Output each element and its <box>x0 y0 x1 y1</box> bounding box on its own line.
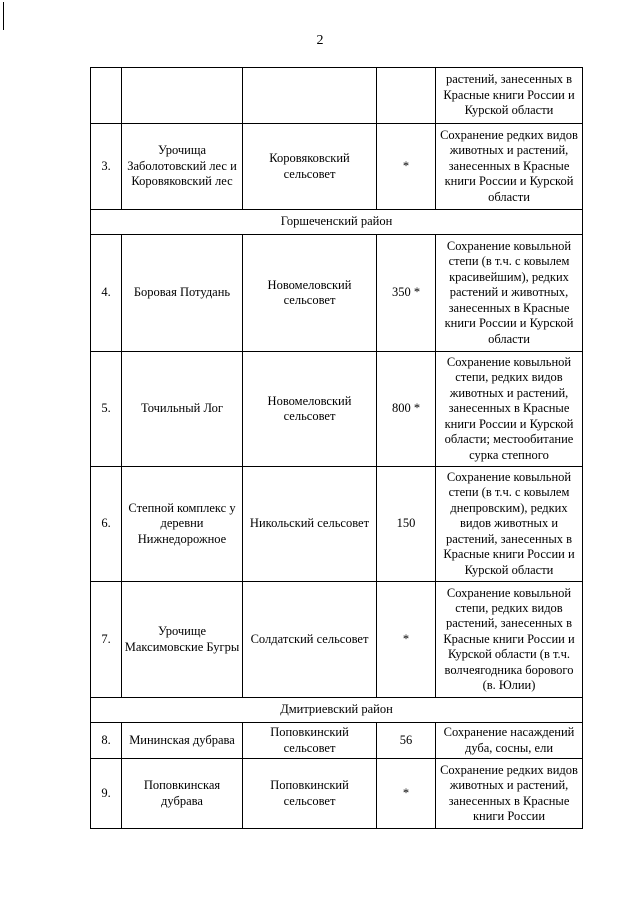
area-value: 150 <box>377 467 436 582</box>
district-row <box>91 210 583 235</box>
table-row <box>91 723 583 759</box>
site-name: Степной комплекс у деревни Нижнедорожное <box>122 467 243 582</box>
page-number: 2 <box>316 33 324 48</box>
row-number: 4. <box>91 235 122 352</box>
district-row <box>91 698 583 723</box>
row-number: 5. <box>91 352 122 467</box>
margin-mark <box>3 2 4 30</box>
council-name: Поповкинский сельсовет <box>243 759 377 829</box>
table-body <box>91 68 583 829</box>
table-row <box>91 68 583 124</box>
protection-purpose: Сохранение ковыльной степи, редких видов растений, занесенных в Красные книги России и Курской области (в т.ч. волчеягодника борового (в. Юлии) <box>436 582 583 698</box>
row-number: 8. <box>91 723 122 759</box>
table-row <box>91 124 583 210</box>
protection-purpose: растений, занесенных в Красные книги России и Курской области <box>436 68 583 124</box>
area-value: 800 * <box>377 352 436 467</box>
council-name: Никольский сельсовет <box>243 467 377 582</box>
protected-areas-table <box>90 67 583 829</box>
row-number <box>91 68 122 124</box>
table-row <box>91 759 583 829</box>
council-name: Поповкинский сельсовет <box>243 723 377 759</box>
area-value: 56 <box>377 723 436 759</box>
area-value: * <box>377 124 436 210</box>
protection-purpose: Сохранение редких видов животных и растений, занесенных в Красные книги России и Курской области <box>436 124 583 210</box>
protection-purpose: Сохранение ковыльной степи (в т.ч. с ковылем красивейшим), редких растений и животных, занесенных в Красные книги России и Курской области <box>436 235 583 352</box>
row-number: 3. <box>91 124 122 210</box>
protection-purpose: Сохранение ковыльной степи (в т.ч. с ковылем днепровским), редких видов животных и растений, занесенных в Красные книги России и Курской области <box>436 467 583 582</box>
council-name <box>243 68 377 124</box>
protection-purpose: Сохранение насаждений дуба, сосны, ели <box>436 723 583 759</box>
row-number: 9. <box>91 759 122 829</box>
site-name: Урочище Максимовские Бугры <box>122 582 243 698</box>
row-number: 6. <box>91 467 122 582</box>
protection-purpose: Сохранение ковыльной степи, редких видов животных и растений, занесенных в Красные книги России и Курской области; местообитание сурка степного <box>436 352 583 467</box>
site-name: Боровая Потудань <box>122 235 243 352</box>
council-name: Солдатский сельсовет <box>243 582 377 698</box>
table-row <box>91 235 583 352</box>
table-row <box>91 467 583 582</box>
table-row <box>91 352 583 467</box>
site-name: Урочища Заболотовский лес и Коровяковский лес <box>122 124 243 210</box>
site-name: Точильный Лог <box>122 352 243 467</box>
council-name: Коровяковский сельсовет <box>243 124 377 210</box>
table-row <box>91 582 583 698</box>
area-value <box>377 68 436 124</box>
area-value: 350 * <box>377 235 436 352</box>
district-name: Дмитриевский район <box>91 698 583 723</box>
district-name: Горшеченский район <box>91 210 583 235</box>
council-name: Новомеловский сельсовет <box>243 352 377 467</box>
protection-purpose: Сохранение редких видов животных и растений, занесенных в Красные книги России <box>436 759 583 829</box>
site-name: Поповкинская дубрава <box>122 759 243 829</box>
row-number: 7. <box>91 582 122 698</box>
site-name <box>122 68 243 124</box>
council-name: Новомеловский сельсовет <box>243 235 377 352</box>
site-name: Мининская дубрава <box>122 723 243 759</box>
area-value: * <box>377 759 436 829</box>
area-value: * <box>377 582 436 698</box>
